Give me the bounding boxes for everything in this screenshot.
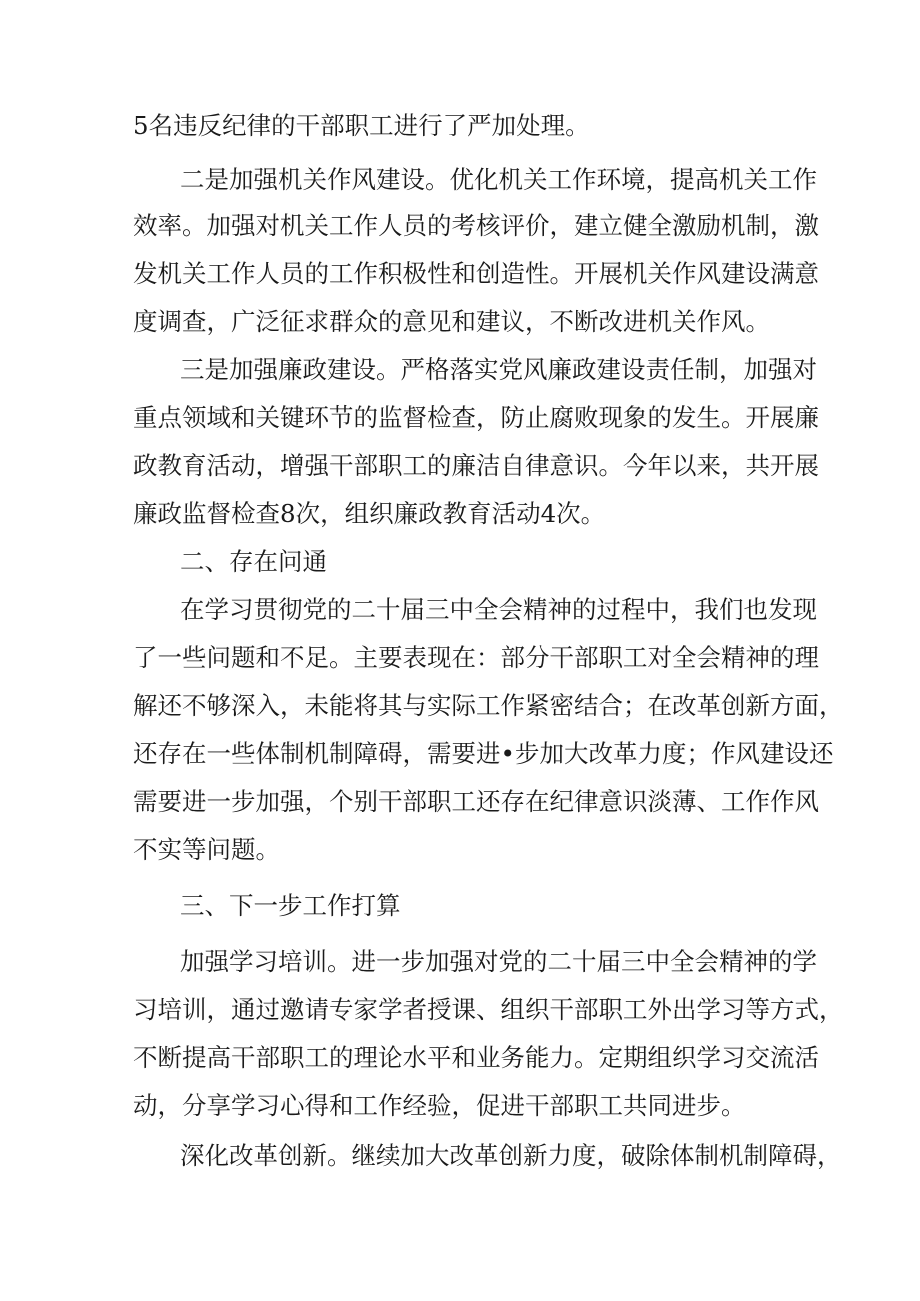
text-line: 加强学习培训。进一步加强对党的二十届三中全会精神的学 — [180, 947, 817, 976]
text-line: 二是加强机关作风建设。优化机关工作环境，提高机关工作 — [180, 165, 817, 194]
text-line: 还存在一些体制机制障碍，需要进•步加大改革力度；作风建设还 — [133, 739, 834, 768]
text-line: 解还不够深入，未能将其与实际工作紧密结合；在改革创新方面， — [133, 691, 844, 720]
text-line: 需要进一步加强，个别干部职工还存在纪律意识淡薄、工作作风 — [133, 787, 819, 816]
text-line: 效率。加强对机关工作人员的考核评价，建立健全激励机制，激 — [133, 211, 819, 240]
text-line: 在学习贯彻党的二十届三中全会精神的过程中，我们也发现 — [180, 595, 817, 624]
text-line: 习培训，通过邀请专家学者授课、组织干部职工外出学习等方式， — [133, 995, 844, 1024]
text-line: 廉政监督检查8次，组织廉政教育活动4次。 — [133, 499, 606, 528]
text-line: 三是加强廉政建设。严格落实党风廉政建设责任制，加强对 — [180, 355, 817, 384]
text-line: 深化改革创新。继续加大改革创新力度，破除体制机制障碍， — [180, 1141, 842, 1170]
text-line: 发机关工作人员的工作积极性和创造性。开展机关作风建设满意 — [133, 259, 819, 288]
text-line: 5名违反纪律的干部职工进行了严加处理。 — [133, 111, 590, 140]
section-heading: 三、下一步工作打算 — [180, 891, 401, 920]
text-line: 不实等问题。 — [133, 835, 280, 864]
section-heading: 二、存在问通 — [180, 547, 327, 576]
text-line: 不断提高干部职工的理论水平和业务能力。定期组织学习交流活 — [133, 1043, 819, 1072]
text-line: 政教育活动，增强干部职工的廉洁自律意识。今年以来，共开展 — [133, 451, 819, 480]
text-line: 了一些问题和不足。主要表现在：部分干部职工对全会精神的理 — [133, 643, 819, 672]
text-line: 度调查，广泛征求群众的意见和建议，不断改进机关作风。 — [133, 307, 770, 336]
text-line: 重点领域和关键环节的监督检查，防止腐败现象的发生。开展廉 — [133, 403, 819, 432]
text-line: 动，分享学习心得和工作经验，促进干部职工共同进步。 — [133, 1091, 746, 1120]
